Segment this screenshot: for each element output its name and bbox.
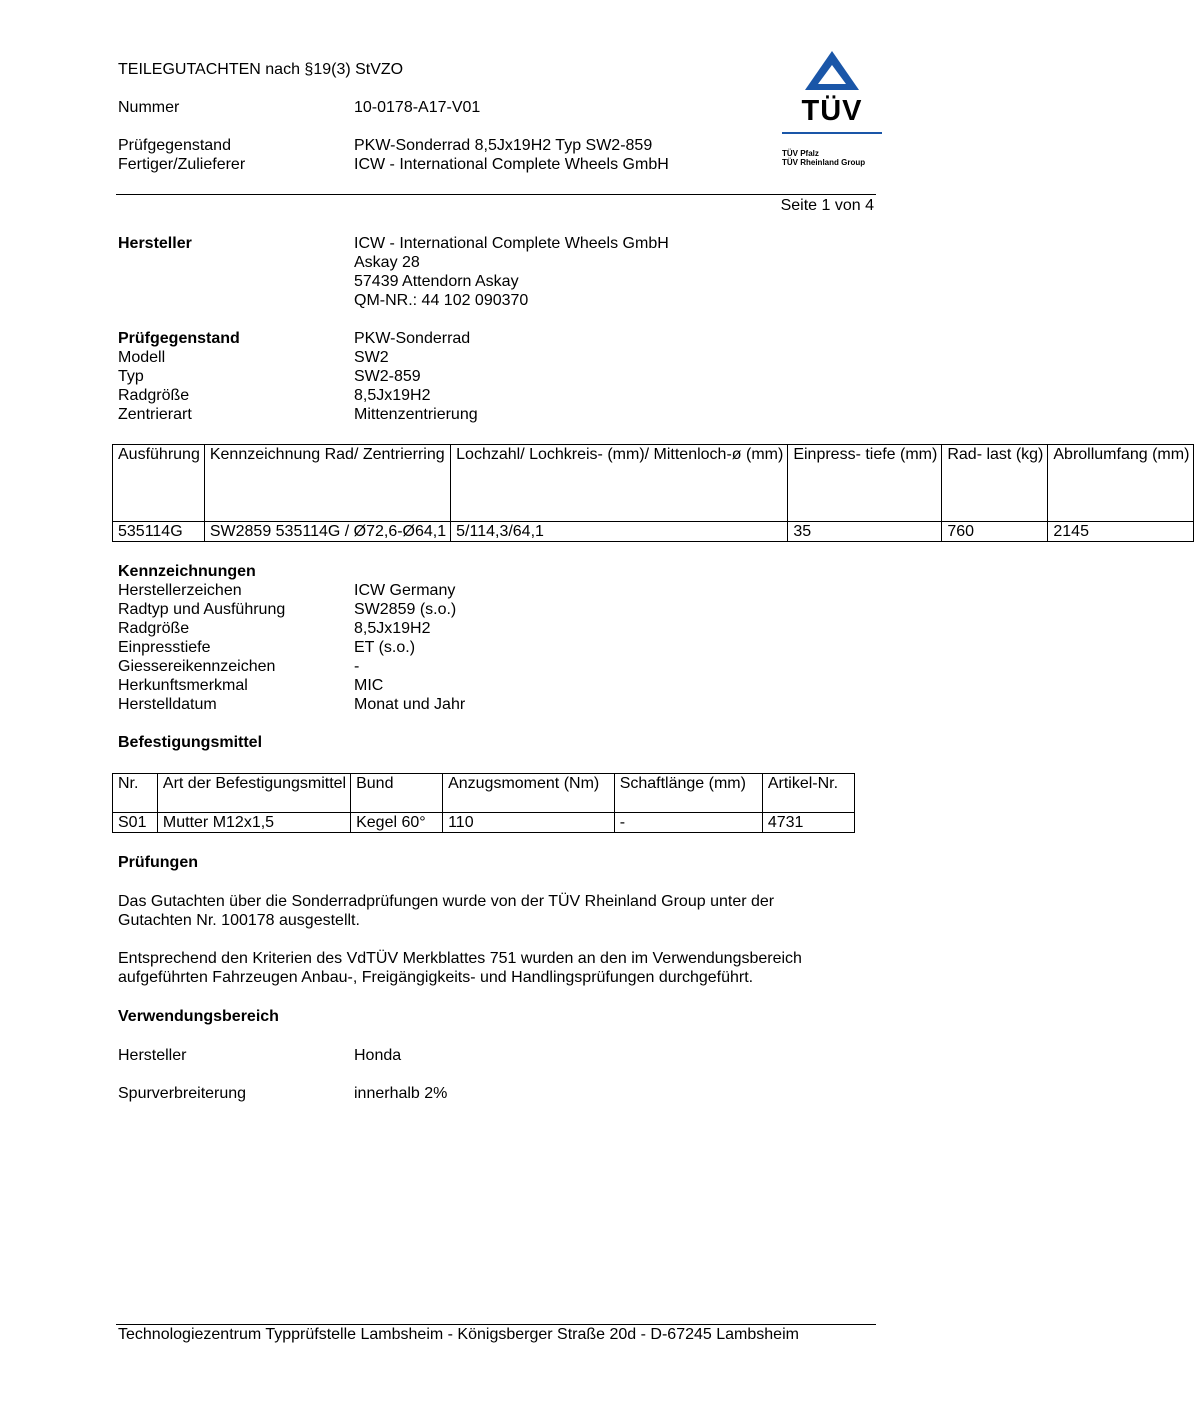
table-header-cell: Ausführung (113, 445, 205, 522)
zentrierart-label: Zentrierart (118, 406, 192, 423)
modell-value: SW2 (354, 349, 389, 366)
table-header-cell: Einpress- tiefe (mm) (788, 445, 942, 522)
hersteller-heading: Hersteller (118, 235, 192, 252)
pruefgegenstand-label: Prüfgegenstand (118, 137, 231, 154)
table-header-cell: Bund (351, 774, 443, 813)
pruefungen-heading: Prüfungen (118, 854, 198, 871)
radgroesse-value: 8,5Jx19H2 (354, 387, 431, 404)
tuev-line1: TÜV Pfalz (782, 149, 819, 158)
table-cell: 760 (942, 522, 1048, 542)
kennz-value: ET (s.o.) (354, 639, 416, 656)
nummer-value: 10-0178-A17-V01 (354, 99, 481, 116)
kennz-value: - (354, 658, 360, 675)
pruefgegenstand-heading: Prüfgegenstand (118, 330, 240, 347)
document-title: TEILEGUTACHTEN nach §19(3) StVZO (118, 61, 404, 78)
table-cell: 35 (788, 522, 942, 542)
pruefgegenstand-detail-value: PKW-Sonderrad (354, 330, 471, 347)
hersteller-line: Askay 28 (354, 254, 420, 271)
radgroesse-label: Radgröße (118, 387, 190, 404)
table-cell: 5/114,3/64,1 (451, 522, 788, 542)
table-header-cell: Schaftlänge (mm) (614, 774, 762, 813)
table-cell: 2145 (1048, 522, 1194, 542)
pruefungen-paragraph-2: aufgeführten Fahrzeugen Anbau-, Freigängigkeits- und Handlingsprüfungen durchgeführt. (118, 969, 754, 986)
hersteller-line: 57439 Attendorn Askay (354, 273, 519, 290)
table-header-cell: Rad- last (kg) (942, 445, 1048, 522)
table-row (113, 522, 1194, 542)
hersteller-line: ICW - International Complete Wheels GmbH (354, 235, 669, 252)
befestigung-heading: Befestigungsmittel (118, 734, 263, 751)
footer-text: Technologiezentrum Typprüfstelle Lambsheim - Königsberger Straße 20d - D-67245 Lambsheim (118, 1326, 799, 1343)
table-row (113, 813, 855, 833)
kennz-label: Giessereikennzeichen (118, 658, 276, 675)
kennz-value: 8,5Jx19H2 (354, 620, 431, 637)
table-header-cell: Anzugsmoment (Nm) (443, 774, 615, 813)
tuev-brand: TÜV (801, 95, 863, 127)
header-divider (116, 194, 876, 195)
befestigung-table (112, 773, 855, 833)
table-header-cell: Abrollumfang (mm) (1048, 445, 1194, 522)
table-header-row (113, 774, 855, 813)
table-cell: Mutter M12x1,5 (157, 813, 350, 833)
table-header-cell: Lochzahl/ Lochkreis- (mm)/ Mittenloch-ø (mm) (451, 445, 788, 522)
kennz-label: Herstellerzeichen (118, 582, 242, 599)
kennz-value: ICW Germany (354, 582, 456, 599)
kennz-label: Herkunftsmerkmal (118, 677, 248, 694)
table-header-row (113, 445, 1194, 522)
modell-label: Modell (118, 349, 166, 366)
kennz-label: Radgröße (118, 620, 190, 637)
table-cell: 110 (443, 813, 615, 833)
tuev-logo (780, 48, 884, 173)
fertiger-value: ICW - International Complete Wheels GmbH (354, 156, 669, 173)
pruefungen-paragraph-2: Entsprechend den Kriterien des VdTÜV Merkblattes 751 wurden an den im Verwendungsbereich (118, 950, 802, 967)
vb-hersteller-value: Honda (354, 1047, 402, 1064)
table-header-cell: Art der Befestigungsmittel (157, 774, 350, 813)
pruefungen-paragraph-1: Das Gutachten über die Sonderradprüfungen wurde von der TÜV Rheinland Group unter der (118, 893, 775, 910)
kennz-value: Monat und Jahr (354, 696, 466, 713)
table-cell: SW2859 535114G / Ø72,6-Ø64,1 (204, 522, 450, 542)
hersteller-line: QM-NR.: 44 102 090370 (354, 292, 529, 309)
kennz-label: Einpresstiefe (118, 639, 211, 656)
page-number: Seite 1 von 4 (780, 197, 874, 214)
spurverbreiterung-value: innerhalb 2% (354, 1085, 448, 1102)
vb-hersteller-label: Hersteller (118, 1047, 187, 1064)
kennz-label: Radtyp und Ausführung (118, 601, 286, 618)
table-cell: Kegel 60° (351, 813, 443, 833)
kennz-value: SW2859 (s.o.) (354, 601, 457, 618)
kennzeichnungen-heading: Kennzeichnungen (118, 563, 256, 580)
tuev-line2: TÜV Rheinland Group (782, 158, 866, 167)
spurverbreiterung-label: Spurverbreiterung (118, 1085, 247, 1102)
nummer-label: Nummer (118, 99, 180, 116)
kennz-value: MIC (354, 677, 384, 694)
zentrierart-value: Mittenzentrierung (354, 406, 478, 423)
fertiger-label: Fertiger/Zulieferer (118, 156, 246, 173)
pruefgegenstand-value: PKW-Sonderrad 8,5Jx19H2 Typ SW2-859 (354, 137, 653, 154)
table-header-cell: Kennzeichnung Rad/ Zentrierring (204, 445, 450, 522)
wheel-table (112, 444, 1194, 542)
table-header-cell: Nr. (113, 774, 158, 813)
typ-value: SW2-859 (354, 368, 421, 385)
table-cell: S01 (113, 813, 158, 833)
typ-label: Typ (118, 368, 144, 385)
table-cell: - (614, 813, 762, 833)
kennz-label: Herstelldatum (118, 696, 217, 713)
table-cell: 4731 (762, 813, 854, 833)
table-header-cell: Artikel-Nr. (762, 774, 854, 813)
verwendungsbereich-heading: Verwendungsbereich (118, 1008, 279, 1025)
table-cell: 535114G (113, 522, 205, 542)
pruefungen-paragraph-1: Gutachten Nr. 100178 ausgestellt. (118, 912, 360, 929)
